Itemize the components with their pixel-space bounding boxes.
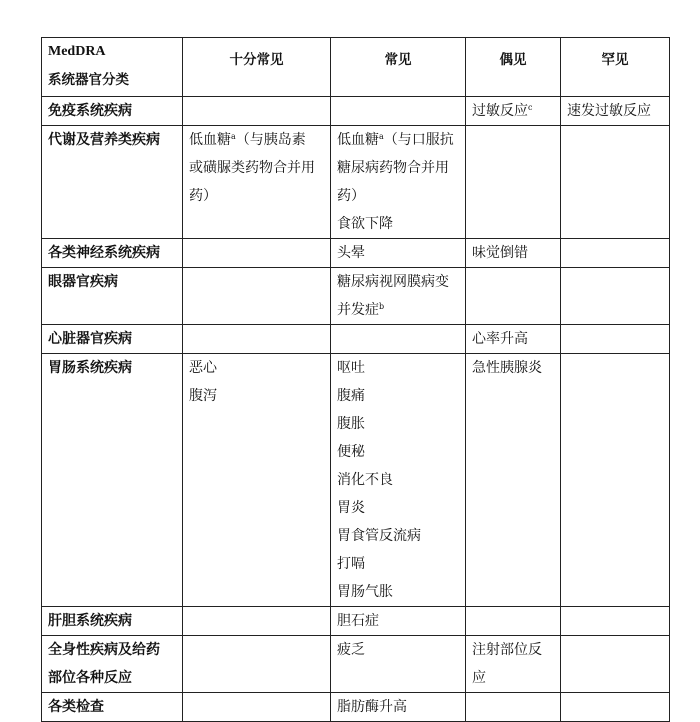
cell-common: 头晕 [331,239,466,268]
cell-common [331,97,466,126]
soc-cell: 代谢及营养类疾病 [42,126,183,239]
cell-rare [561,354,670,607]
cell-very-common [183,239,331,268]
cell-uncommon: 注射部位反 应 [466,636,561,693]
table-row-cardiac [42,325,670,354]
soc-cell: 眼器官疾病 [42,268,183,325]
soc-cell: 肝胆系统疾病 [42,607,183,636]
table-row-nervous [42,239,670,268]
cell-rare: 速发过敏反应 [561,97,670,126]
cell-common: 疲乏 [331,636,466,693]
header-soc-line1: MedDRA [48,44,106,59]
cell-uncommon [466,607,561,636]
cell-rare [561,693,670,722]
cell-common: 低血糖$^a$（与口服抗 糖尿病药物合并用 药） 食欲下降 [331,126,466,239]
cell-rare [561,239,670,268]
cell-uncommon: 味觉倒错 [466,239,561,268]
header-rare: 罕见 [561,38,670,97]
cell-very-common [183,607,331,636]
soc-cell: 全身性疾病及给药 部位各种反应 [42,636,183,693]
cell-very-common [183,325,331,354]
soc-cell: 胃肠系统疾病 [42,354,183,607]
header-soc [42,38,183,97]
adverse-reactions-table [41,37,670,722]
soc-cell: 各类检查 [42,693,183,722]
header-uncommon: 偶见 [466,38,561,97]
cell-uncommon [466,693,561,722]
cell-uncommon [466,126,561,239]
header-very-common: 十分常见 [183,38,331,97]
table-row-gi [42,354,670,607]
cell-very-common [183,693,331,722]
cell-rare [561,325,670,354]
table-row-hepatobiliary [42,607,670,636]
cell-uncommon: 心率升高 [466,325,561,354]
cell-very-common: 恶心 腹泻 [183,354,331,607]
table-row-immune [42,97,670,126]
table-row-general [42,636,670,693]
soc-cell: 各类神经系统疾病 [42,239,183,268]
cell-rare [561,636,670,693]
cell-common [331,325,466,354]
cell-very-common: 低血糖$^a$（与胰岛素 或磺脲类药物合并用 药） [183,126,331,239]
cell-rare [561,126,670,239]
cell-very-common [183,636,331,693]
cell-very-common [183,97,331,126]
cell-uncommon: 过敏反应$^c$ [466,97,561,126]
header-soc-line2: 系统器官分类 [48,72,129,88]
cell-very-common [183,268,331,325]
cell-uncommon [466,268,561,325]
table-header-row [42,38,670,97]
cell-common: 糖尿病视网膜病变 并发症$^b$ [331,268,466,325]
cell-rare [561,268,670,325]
cell-uncommon: 急性胰腺炎 [466,354,561,607]
soc-cell: 免疫系统疾病 [42,97,183,126]
cell-common: 呕吐 腹痛 腹胀 便秘 消化不良 胃炎 胃食管反流病 打嗝 胃肠气胀 [331,354,466,607]
table-row-metabolism [42,126,670,239]
cell-common: 脂肪酶升高 [331,693,466,722]
cell-rare [561,607,670,636]
table-row-eye [42,268,670,325]
soc-cell: 心脏器官疾病 [42,325,183,354]
table-row-investigations [42,693,670,722]
header-common: 常见 [331,38,466,97]
cell-common: 胆石症 [331,607,466,636]
